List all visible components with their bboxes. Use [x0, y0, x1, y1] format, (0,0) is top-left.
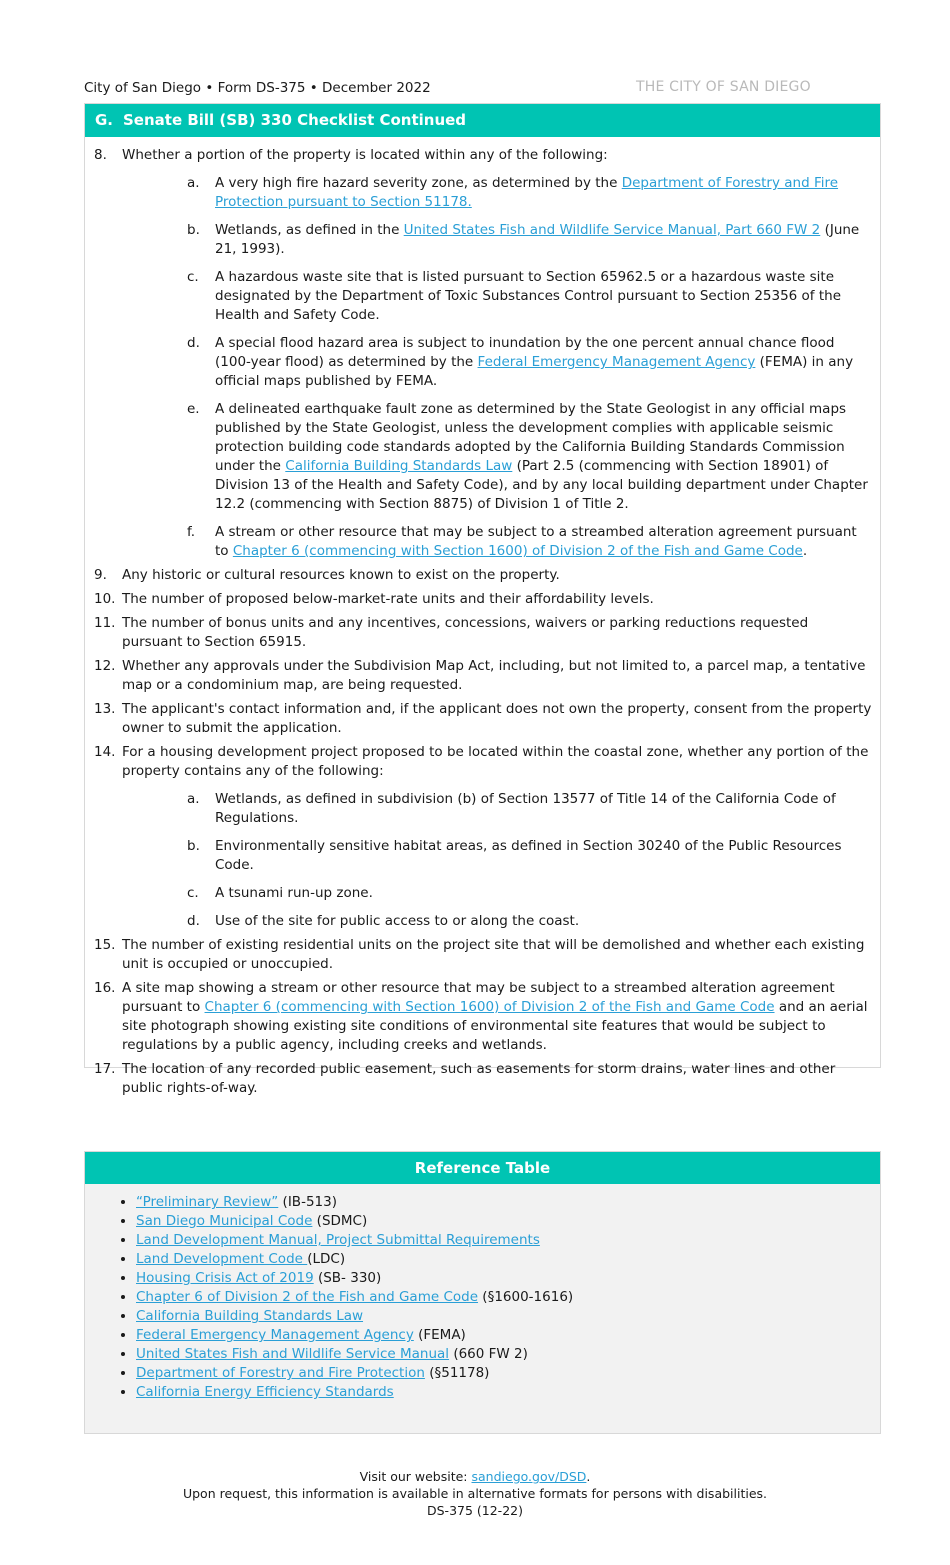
wildlife-manual-link[interactable]: United States Fish and Wildlife Service Manual, Part 660 FW 2 [403, 222, 821, 238]
sub-letter: c. [187, 269, 199, 285]
reference-link[interactable]: United States Fish and Wildlife Service Manual [136, 1346, 450, 1362]
checklist-item-11 [85, 614, 872, 652]
sub-item-8e [122, 400, 872, 514]
reference-link[interactable]: Chapter 6 of Division 2 of the Fish and Game Code [136, 1289, 479, 1305]
sub-letter: d. [187, 335, 200, 351]
sub-letter: a. [187, 791, 200, 807]
reference-item [136, 1383, 880, 1402]
website-label: Visit our website: [359, 1469, 472, 1484]
section-title: Senate Bill (SB) 330 Checklist Continued [123, 111, 467, 129]
sub-item-8f [122, 523, 872, 561]
reference-item [136, 1364, 880, 1383]
reference-item [136, 1231, 880, 1250]
item-text: Any historic or cultural resources known to exist on the property. [122, 567, 560, 583]
reference-item [136, 1212, 880, 1231]
reference-link[interactable]: “Preliminary Review” [136, 1194, 279, 1210]
sub-letter: c. [187, 885, 199, 901]
form-info: City of San Diego • Form DS-375 • December 2022 [84, 80, 431, 96]
reference-note: (§1600-1616) [478, 1289, 574, 1305]
section-header [85, 104, 880, 137]
reference-item [136, 1288, 880, 1307]
reference-link[interactable]: Federal Emergency Management Agency [136, 1327, 414, 1343]
reference-link[interactable]: California Building Standards Law [136, 1308, 364, 1324]
sub-text: Use of the site for public access to or along the coast. [215, 913, 580, 929]
sub-text: A hazardous waste site that is listed pursuant to Section 65962.5 or a hazardous waste site designated by the Department of Toxic Substances Control pursuant to Section 25356 of the Health and Safety Code. [215, 269, 842, 323]
reference-item [136, 1250, 880, 1269]
sub-letter: a. [187, 175, 200, 191]
item-text: For a housing development project proposed to be located within the coastal zone, whether any portion of the property contains any of the following: [122, 744, 869, 779]
reference-link[interactable]: Housing Crisis Act of 2019 [136, 1270, 314, 1286]
sub-item-8b [122, 221, 872, 259]
checklist-item-17 [85, 1060, 872, 1098]
website-link[interactable]: sandiego.gov/DSD [471, 1469, 587, 1484]
checklist-item-9 [85, 566, 872, 585]
sub-item-14c [122, 884, 872, 903]
form-code: DS-375 (12-22) [427, 1503, 523, 1518]
reference-item [136, 1193, 880, 1212]
item-number: 16. [94, 980, 116, 996]
item-number: 12. [94, 658, 116, 674]
reference-table [84, 1151, 881, 1434]
checklist-item-14 [85, 743, 872, 931]
sub-letter: f. [187, 524, 196, 540]
reference-link[interactable]: San Diego Municipal Code [136, 1213, 313, 1229]
sub-text: A delineated earthquake fault zone as determined by the State Geologist in any official maps published by the State Geologist, unless the development complies with applicable seismic protection building code standards adopted by the California Building Standards Commission under the [215, 401, 847, 474]
reference-link[interactable]: California Energy Efficiency Standards [136, 1384, 394, 1400]
sub-item-8a [122, 174, 872, 212]
checklist-item-15 [85, 936, 872, 974]
item-number: 14. [94, 744, 116, 760]
sub-text: Wetlands, as defined in subdivision (b) of Section 13577 of Title 14 of the California Code of Regulations. [215, 791, 836, 826]
item-number: 9. [94, 567, 107, 583]
sub-text: (June 21, 1993). [215, 222, 860, 257]
reference-list [85, 1193, 880, 1402]
item-number: 13. [94, 701, 116, 717]
checklist-items [85, 137, 880, 1098]
reference-note: (LDC) [307, 1251, 346, 1267]
fema-link[interactable]: Federal Emergency Management Agency [477, 354, 756, 370]
building-standards-link[interactable]: California Building Standards Law [285, 458, 513, 474]
sub-item-8c [122, 268, 872, 325]
checklist-item-16 [85, 979, 872, 1055]
sub-text: Environmentally sensitive habitat areas, as defined in Section 30240 of the Public Resources Code. [215, 838, 842, 873]
item-text: Whether any approvals under the Subdivision Map Act, including, but not limited to, a parcel map, a tentative map or a condominium map, are being requested. [122, 658, 866, 693]
sub-text: A tsunami run-up zone. [215, 885, 373, 901]
website-suffix: . [586, 1469, 591, 1484]
reference-item [136, 1326, 880, 1345]
sub-letter: b. [187, 222, 200, 238]
item-text: The number of bonus units and any incentives, concessions, waivers or parking reductions requested pursuant to Section 65915. [122, 615, 809, 650]
item-number: 17. [94, 1061, 116, 1077]
sub-list [122, 790, 872, 931]
sub-item-14d [122, 912, 872, 931]
reference-link[interactable]: Department of Forestry and Fire Protection [136, 1365, 425, 1381]
item-number: 15. [94, 937, 116, 953]
reference-item [136, 1269, 880, 1288]
item-number: 8. [94, 147, 107, 163]
item-text: The number of existing residential units on the project site that will be demolished and whether each existing unit is occupied or unoccupied. [122, 937, 865, 972]
sub-text: . [802, 543, 808, 559]
checklist-item-10 [85, 590, 872, 609]
reference-link[interactable]: Land Development Code [136, 1251, 308, 1267]
item-text: The applicant's contact information and, if the applicant does not own the property, consent from the property owner to submit the application. [122, 701, 872, 736]
sub-letter: e. [187, 401, 200, 417]
sub-item-14a [122, 790, 872, 828]
sub-text: A stream or other resource that may be subject to a streambed alteration agreement pursuant to [215, 524, 857, 559]
sub-text: (Part 2.5 (commencing with Section 18901) of Division 13 of the Health and Safety Code), and by any local building department under Chapter 12.2 (commencing with Section 8875) of Division 1 of Title 2. [215, 458, 868, 512]
city-logo-text: THE CITY OF SAN DIEGO [636, 79, 811, 95]
item-text: and an aerial site photograph showing existing site conditions of environmental site features that would be subject to regulations by a public agency, including creeks and wetlands. [122, 999, 868, 1053]
checklist-section [84, 103, 881, 1096]
item-number: 10. [94, 591, 116, 607]
checklist-item-12 [85, 657, 872, 695]
sub-text: A special flood hazard area is subject to inundation by the one percent annual chance flood (100-year flood) as determined by the [215, 335, 835, 370]
page-footer [0, 1468, 950, 1519]
section-letter: G. [95, 111, 114, 129]
sub-text: Wetlands, as defined in the [215, 222, 404, 238]
sub-text: A very high fire hazard severity zone, as determined by the [215, 175, 622, 191]
website-line [0, 1468, 950, 1485]
sub-text: (FEMA) in any official maps published by FEMA. [215, 354, 854, 389]
fish-game-code-link[interactable]: Chapter 6 (commencing with Section 1600) of Division 2 of the Fish and Game Code [204, 999, 775, 1015]
reference-note: (FEMA) [413, 1327, 466, 1343]
reference-note: (§51178) [424, 1365, 490, 1381]
fish-game-code-link[interactable]: Chapter 6 (commencing with Section 1600) of Division 2 of the Fish and Game Code [232, 543, 803, 559]
sub-letter: d. [187, 913, 200, 929]
accessibility-note: Upon request, this information is available in alternative formats for persons with disabilities. [182, 1486, 768, 1501]
reference-link[interactable]: Land Development Manual, Project Submittal Requirements [136, 1232, 540, 1248]
reference-note: (IB-513) [278, 1194, 337, 1210]
sub-item-14b [122, 837, 872, 875]
reference-note: (SB- 330) [313, 1270, 382, 1286]
sub-list [122, 174, 872, 561]
reference-title: Reference Table [85, 1152, 880, 1184]
item-text: The location of any recorded public easement, such as easements for storm drains, water lines and other public rights-of-way. [122, 1061, 836, 1096]
checklist-item-13 [85, 700, 872, 738]
reference-item [136, 1307, 880, 1326]
reference-note: (660 FW 2) [449, 1346, 528, 1362]
sub-item-8d [122, 334, 872, 391]
fire-protection-link[interactable]: Department of Forestry and Fire Protection pursuant to Section 51178. [215, 175, 839, 210]
reference-item [136, 1345, 880, 1364]
item-text: The number of proposed below-market-rate units and their affordability levels. [122, 591, 654, 607]
reference-note: (SDMC) [312, 1213, 368, 1229]
sub-letter: b. [187, 838, 200, 854]
item-number: 11. [94, 615, 116, 631]
item-text: A site map showing a stream or other resource that may be subject to a streambed alteration agreement pursuant to [122, 980, 835, 1015]
item-text: Whether a portion of the property is located within any of the following: [122, 147, 608, 163]
checklist-item-8 [85, 146, 872, 561]
